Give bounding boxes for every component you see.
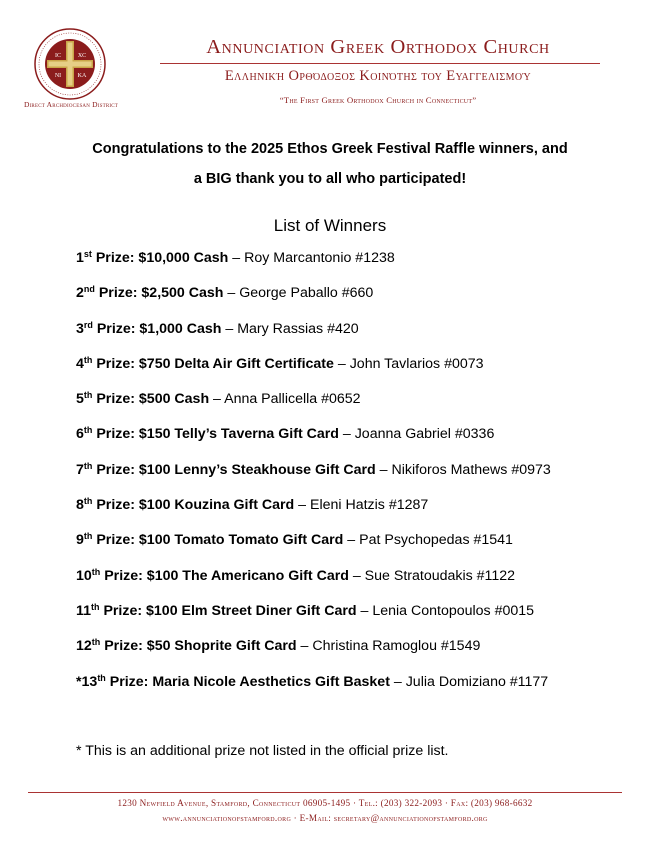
prize-rank-suffix: th: [83, 390, 93, 401]
winner-name: – Lenia Contopoulos #0015: [356, 602, 535, 619]
prize-rank-suffix: nd: [83, 284, 95, 295]
winner-row: [76, 494, 636, 529]
winner-row: [76, 459, 636, 494]
prize-description: Prize: $2,500 Cash: [94, 285, 224, 302]
prize-rank: 9: [76, 532, 84, 549]
prize-rank: 13: [81, 673, 98, 690]
winner-row: [76, 247, 636, 282]
prize-label: [76, 638, 297, 654]
prize-description: Prize: $150 Telly’s Taverna Gift Card: [92, 426, 339, 443]
prize-rank-suffix: th: [97, 672, 106, 683]
footer-address: 1230 Newfield Avenue, Stamford, Connecticut 06905-1495 · Tel.: (203) 322-2093 · Fax: (203) 968-6632: [117, 798, 533, 808]
church-tagline: “The First Greek Orthodox Church in Connecticut”: [279, 95, 477, 105]
church-name: Annunciation Greek Orthodox Church: [206, 36, 550, 58]
list-title: List of Winners: [273, 216, 387, 235]
prize-description: Prize: $750 Delta Air Gift Certificate: [92, 355, 334, 372]
prize-rank: 5: [76, 391, 84, 408]
prize-description: Prize: Maria Nicole Aesthetics Gift Basket: [105, 673, 390, 690]
winner-name: – Pat Psychopedas #1541: [343, 532, 513, 549]
svg-text:KA: KA: [77, 73, 87, 79]
prize-rank-suffix: th: [83, 496, 93, 507]
prize-rank: 6: [76, 426, 84, 443]
winner-row: [76, 635, 636, 670]
prize-rank: 2: [76, 285, 84, 302]
prize-rank: 11: [76, 602, 91, 619]
winner-row: [76, 565, 636, 600]
winner-name: – Nikiforos Mathews #0973: [375, 461, 551, 478]
prize-description: Prize: $100 The Americano Gift Card: [100, 567, 349, 584]
prize-description: Prize: $100 Kouzina Gift Card: [92, 497, 295, 514]
prize-rank-suffix: th: [83, 531, 93, 542]
prize-label: [76, 497, 294, 513]
church-name-greek: Ελληνική Ορθόδοξος Κοινότης του Ευαγγελισμού: [224, 68, 532, 84]
prize-label: [76, 532, 343, 548]
footer-contact: www.annunciationofstamford.org · E-Mail: secretary@annunciationofstamford.org: [162, 813, 488, 823]
winners-list: [76, 247, 636, 706]
prize-label: [76, 462, 376, 478]
prize-label: [76, 674, 390, 690]
prize-rank: 10: [76, 567, 92, 584]
prize-label: [76, 285, 223, 301]
winner-name: – Joanna Gabriel #0336: [338, 426, 495, 443]
prize-rank: 12: [76, 638, 92, 655]
prize-description: Prize: $100 Tomato Tomato Gift Card: [92, 532, 344, 549]
winner-name: – Julia Domiziano #1177: [389, 673, 549, 690]
header-divider: [160, 63, 600, 64]
winner-row: [76, 353, 636, 388]
winner-name: – George Paballo #660: [223, 285, 374, 302]
winner-row: [76, 388, 636, 423]
prize-description: Prize: $100 Lenny’s Steakhouse Gift Card: [92, 461, 376, 478]
prize-description: Prize: $500 Cash: [92, 391, 210, 408]
prize-rank: 4: [76, 355, 84, 372]
prize-label: [76, 391, 209, 407]
congrats-line-1: Congratulations to the 2025 Ethos Greek Festival Raffle winners, and: [92, 141, 568, 157]
svg-text:XC: XC: [77, 53, 87, 59]
prize-rank-suffix: th: [91, 637, 101, 648]
prize-label: [76, 426, 339, 442]
prize-description: Prize: $1,000 Cash: [92, 320, 222, 337]
congratulations-message: [40, 134, 620, 194]
winner-name: – Anna Pallicella #0652: [209, 391, 361, 408]
winner-name: – Mary Rassias #420: [221, 320, 359, 337]
prize-rank: 8: [76, 497, 84, 514]
prize-label: [76, 568, 349, 584]
prize-label: [76, 250, 228, 266]
winner-row: [76, 282, 636, 317]
svg-text:NI: NI: [54, 73, 62, 79]
winner-row: [76, 318, 636, 353]
prize-description: Prize: $10,000 Cash: [91, 250, 229, 266]
district-label: Direct Archdiocesan District: [23, 100, 119, 109]
prize-prefix: *: [76, 673, 82, 690]
seal-cross-icon: [34, 28, 106, 100]
prize-rank-suffix: th: [83, 460, 93, 471]
winner-row: [76, 529, 636, 564]
winner-name: – Sue Stratoudakis #1122: [348, 567, 516, 584]
winner-row: [76, 671, 636, 706]
congrats-line-2: a BIG thank you to all who participated!: [193, 171, 467, 187]
svg-text:IC: IC: [55, 53, 61, 59]
prize-rank: 7: [76, 461, 84, 478]
prize-description: Prize: $100 Elm Street Diner Gift Card: [99, 602, 357, 619]
footnote: * This is an additional prize not listed in the official prize list.: [76, 743, 449, 759]
winner-name: – Eleni Hatzis #1287: [294, 497, 429, 514]
winner-name: – Roy Marcantonio #1238: [228, 250, 395, 266]
prize-description: Prize: $50 Shoprite Gift Card: [100, 638, 297, 655]
winner-name: – John Tavlarios #0073: [333, 355, 484, 372]
prize-rank-suffix: st: [83, 249, 92, 259]
prize-label: [76, 603, 357, 619]
prize-rank-suffix: th: [83, 425, 93, 436]
winner-name: – Christina Ramoglou #1549: [296, 638, 481, 655]
prize-label: [76, 356, 334, 372]
winner-row: [76, 423, 636, 458]
prize-rank: 1: [76, 250, 84, 266]
footer-divider: [28, 792, 622, 793]
prize-rank-suffix: th: [83, 354, 93, 365]
church-seal: [34, 28, 106, 100]
prize-rank-suffix: th: [91, 601, 100, 612]
winner-row: [76, 600, 636, 635]
prize-rank-suffix: rd: [83, 319, 93, 330]
prize-rank: 3: [76, 320, 84, 337]
prize-rank-suffix: th: [91, 566, 101, 577]
prize-label: [76, 321, 221, 337]
